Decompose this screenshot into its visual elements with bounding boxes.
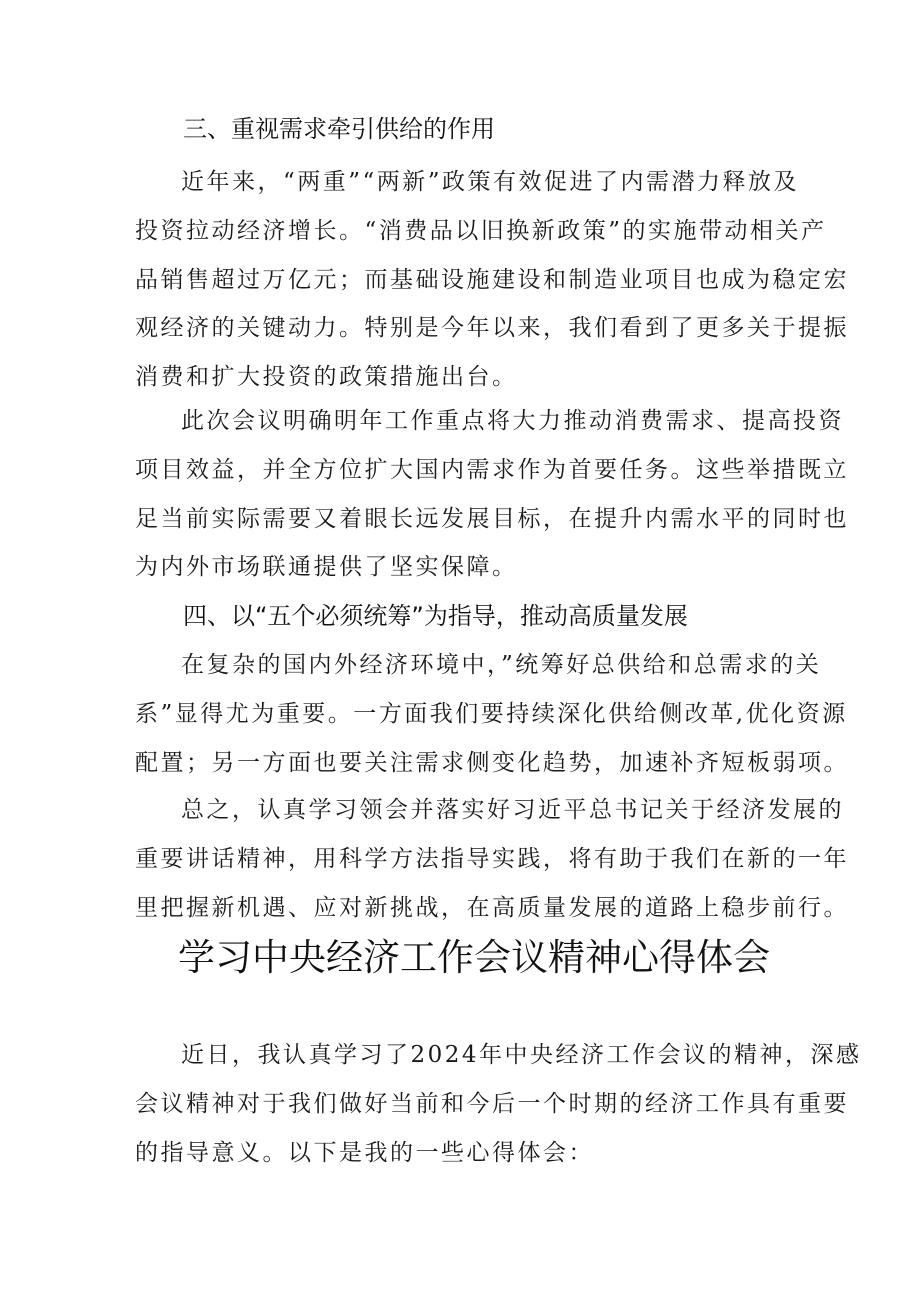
paragraph-line: 在复杂的国内外经济环境中，”统筹好总供给和总需求的关 bbox=[181, 652, 822, 678]
paragraph bbox=[135, 397, 849, 592]
paragraph-line: 投资拉动经济增长。“消费品以旧换新政策”的实施带动相关产 bbox=[135, 217, 827, 244]
paragraph-line: 观经济的关键动力。特别是今年以来，我们看到了更多关于提振 bbox=[135, 315, 849, 342]
section-heading-4: 四、以“五个必须统筹”为指导，推动高质量发展 bbox=[183, 602, 688, 630]
paragraph-line: 系”显得尤为重要。一方面我们要持续深化供给侧改革,优化资源 bbox=[135, 700, 848, 727]
paragraph-line: 总之，认真学习领会并落实好习近平总书记关于经济发展的 bbox=[181, 797, 844, 823]
paragraph-line: 会议精神对于我们做好当前和今后一个时期的经济工作具有重要 bbox=[135, 1090, 849, 1117]
paragraph bbox=[135, 1031, 862, 1177]
paragraph-line: 足当前实际需要又着眼长远发展目标，在提升内需水平的同时也 bbox=[135, 505, 849, 532]
paragraph-line: 里把握新机遇、应对新挑战，在高质量发展的道路上稳步前行。 bbox=[135, 894, 849, 921]
section-heading-3: 三、重视需求牵引供给的作用 bbox=[183, 115, 495, 143]
paragraph bbox=[135, 786, 849, 932]
paragraph-line: 品销售超过万亿元；而基础设施建设和制造业项目也成为稳定宏 bbox=[135, 266, 849, 293]
paragraph-line: 配置；另一方面也要关注需求侧变化趋势，加速补齐短板弱项。 bbox=[135, 749, 849, 776]
paragraph-line: 此次会议明确明年工作重点将大力推动消费需求、提高投资 bbox=[181, 408, 844, 434]
paragraph-line: 重要讲话精神，用科学方法指导实践，将有助于我们在新的一年 bbox=[135, 845, 849, 872]
paragraph-line: 项目效益，并全方位扩大国内需求作为首要任务。这些举措既立 bbox=[135, 456, 849, 483]
paragraph bbox=[135, 641, 849, 787]
document-title: 学习中央经济工作会议精神心得体会 bbox=[178, 936, 770, 979]
paragraph bbox=[135, 158, 849, 402]
paragraph-line: 消费和扩大投资的政策措施出台。 bbox=[135, 364, 518, 391]
paragraph-line: 近日，我认真学习了2024年中央经济工作会议的精神，深感 bbox=[181, 1042, 862, 1068]
paragraph-line: 的指导意义。以下是我的一些心得体会： bbox=[135, 1139, 594, 1166]
paragraph-line: 近年来，“两重”“两新”政策有效促进了内需潜力释放及 bbox=[181, 169, 800, 195]
paragraph-line: 为内外市场联通提供了坚实保障。 bbox=[135, 554, 518, 581]
